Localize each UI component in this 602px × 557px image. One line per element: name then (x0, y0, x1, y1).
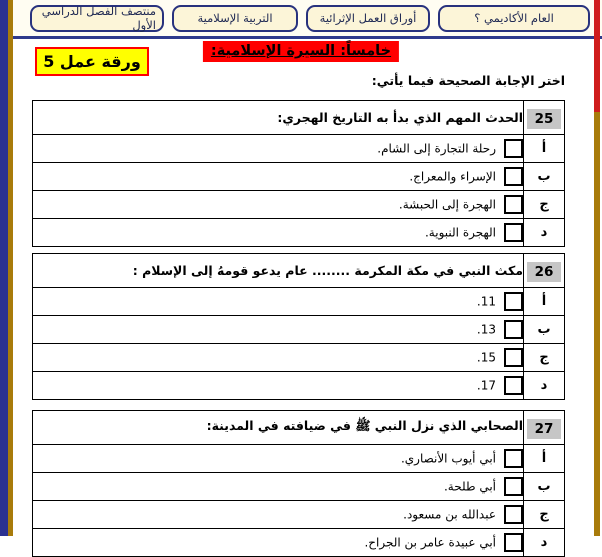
option-row (33, 529, 565, 557)
question-text: مكث النبي في مكة المكرمة ........ عام يدعو قومهُ إلى الإسلام : (33, 254, 524, 288)
question-number-cell (524, 101, 565, 135)
question-row (33, 101, 565, 135)
option-letter: د (524, 219, 565, 247)
option-row (33, 316, 565, 344)
option-letter: أ (524, 445, 565, 473)
nav-box-mid-first-semester[interactable]: منتصف الفصل الدراسي الأول (30, 5, 164, 32)
answer-checkbox[interactable] (504, 449, 523, 468)
option-row (33, 372, 565, 400)
option-letter: د (524, 529, 565, 557)
option-row (33, 191, 565, 219)
option-letter: ب (524, 163, 565, 191)
option-letter: د (524, 372, 565, 400)
answer-checkbox[interactable] (504, 195, 523, 214)
option-row (33, 288, 565, 316)
answer-checkbox[interactable] (504, 533, 523, 552)
option-letter: ب (524, 316, 565, 344)
option-row (33, 344, 565, 372)
option-letter: أ (524, 288, 565, 316)
answer-checkbox[interactable] (504, 376, 523, 395)
left-gold-border (8, 0, 13, 536)
question-text: الحدث المهم الذي بدأ به التاريخ الهجري: (33, 101, 524, 135)
option-text: 13. (476, 322, 496, 337)
nav-box-islamic-education[interactable]: التربية الإسلامية (172, 5, 298, 32)
option-text: 17. (476, 378, 496, 393)
option-text: رحلة التجارة إلى الشام. (377, 141, 496, 156)
option-row (33, 473, 565, 501)
answer-checkbox[interactable] (504, 505, 523, 524)
right-red-border (594, 0, 600, 112)
option-row (33, 163, 565, 191)
option-text: عبدالله بن مسعود. (403, 507, 496, 522)
answer-checkbox[interactable] (504, 167, 523, 186)
option-text: الإسراء والمعراج. (409, 169, 496, 184)
option-letter: ج (524, 501, 565, 529)
option-row (33, 135, 565, 163)
top-nav-bar (0, 0, 602, 36)
question-row (33, 254, 565, 288)
answer-checkbox[interactable] (504, 477, 523, 496)
question-number-cell (524, 411, 565, 445)
header-divider (0, 36, 602, 39)
nav-box-academic-year[interactable]: العام الأكاديمي ؟ (438, 5, 590, 32)
option-text: 15. (476, 350, 496, 365)
answer-checkbox[interactable] (504, 348, 523, 367)
option-letter: ج (524, 191, 565, 219)
question-number: 25 (527, 109, 562, 129)
option-text: أبي طلحة. (443, 479, 496, 494)
option-text: أبي أيوب الأنصاري. (400, 451, 496, 466)
option-text: أبي عبيدة عامر بن الجراح. (364, 535, 496, 550)
worksheet-number-badge: ورقة عمل 5 (35, 47, 149, 76)
nav-box-enrichment-worksheets[interactable]: أوراق العمل الإثرائية (306, 5, 430, 32)
question-row (33, 411, 565, 445)
instruction-text: اختر الإجابة الصحيحة فيما يأتي: (371, 73, 565, 88)
question-number-cell (524, 254, 565, 288)
answer-checkbox[interactable] (504, 223, 523, 242)
answer-checkbox[interactable] (504, 320, 523, 339)
question-text: الصحابي الذي نزل النبي ﷺ في ضيافته في المدينة: (33, 411, 524, 445)
option-letter: ج (524, 344, 565, 372)
answer-checkbox[interactable] (504, 139, 523, 158)
question-table-27 (32, 410, 565, 557)
option-row (33, 219, 565, 247)
question-table-26 (32, 253, 565, 400)
option-text: الهجرة إلى الحبشة. (398, 197, 496, 212)
question-number: 26 (527, 262, 562, 282)
option-letter: ب (524, 473, 565, 501)
section-title: خامساً: السيرة الإسلامية: (203, 41, 399, 62)
option-row (33, 501, 565, 529)
option-row (33, 445, 565, 473)
answer-checkbox[interactable] (504, 292, 523, 311)
option-text: 11. (476, 294, 496, 309)
question-number: 27 (527, 419, 562, 439)
option-letter: أ (524, 135, 565, 163)
left-navy-border (0, 0, 8, 536)
option-text: الهجرة النبوية. (424, 225, 496, 240)
question-table-25 (32, 100, 565, 247)
